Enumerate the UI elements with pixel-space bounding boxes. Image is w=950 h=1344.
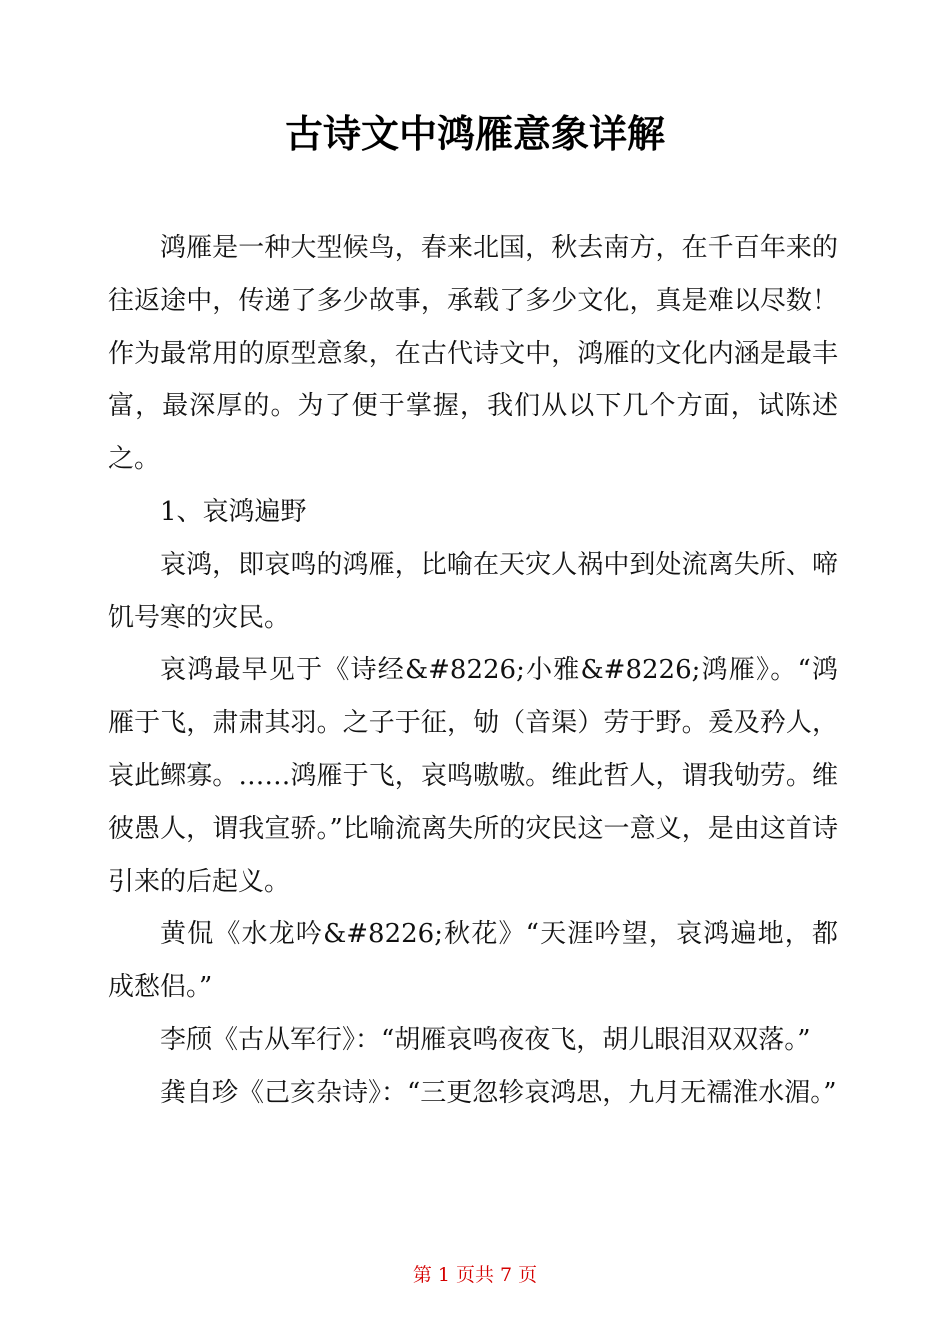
document-body (108, 222, 838, 1120)
paragraph: 哀鸿最早见于《诗经&#8226;小雅&#8226;鸿雁》。“鸿雁于飞，肃肃其羽。之子于征，劬（音渠）劳于野。爰及矜人，哀此鳏寡。……鸿雁于飞，哀鸣嗷嗷。维此哲人，谓我劬劳。维彼愚人，谓我宣骄。”比喻流离失所的灾民这一意义，是由这首诗引来的后起义。 (108, 655, 838, 897)
quote-paragraph: 李颀《古从军行》：“胡雁哀鸣夜夜飞，胡儿眼泪双双落。” (160, 1024, 811, 1055)
paragraph: 哀鸿，即哀鸣的鸿雁，比喻在天灾人祸中到处流离失所、啼饥号寒的灾民。 (108, 549, 838, 633)
document-title: 古诗文中鸿雁意象详解 (284, 112, 665, 156)
page-number-footer: 第 1 页共 7 页 (412, 1264, 538, 1286)
quote-paragraph: 龚自珍《己亥杂诗》：“三更忽轸哀鸿思，九月无襦淮水湄。” (160, 1077, 837, 1108)
paragraph-intro: 鸿雁是一种大型候鸟，春来北国，秋去南方，在千百年来的往返途中，传递了多少故事，承载了多少文化，真是难以尽数！作为最常用的原型意象，在古代诗文中，鸿雁的文化内涵是最丰富，最深厚的。为了便于掌握，我们从以下几个方面，试陈述之。 (108, 233, 838, 475)
quote-paragraph: 黄侃《水龙吟&#8226;秋花》“天涯吟望，哀鸿遍地，都成愁侣。” (108, 919, 838, 1003)
section-heading: 1、哀鸿遍野 (160, 496, 307, 527)
